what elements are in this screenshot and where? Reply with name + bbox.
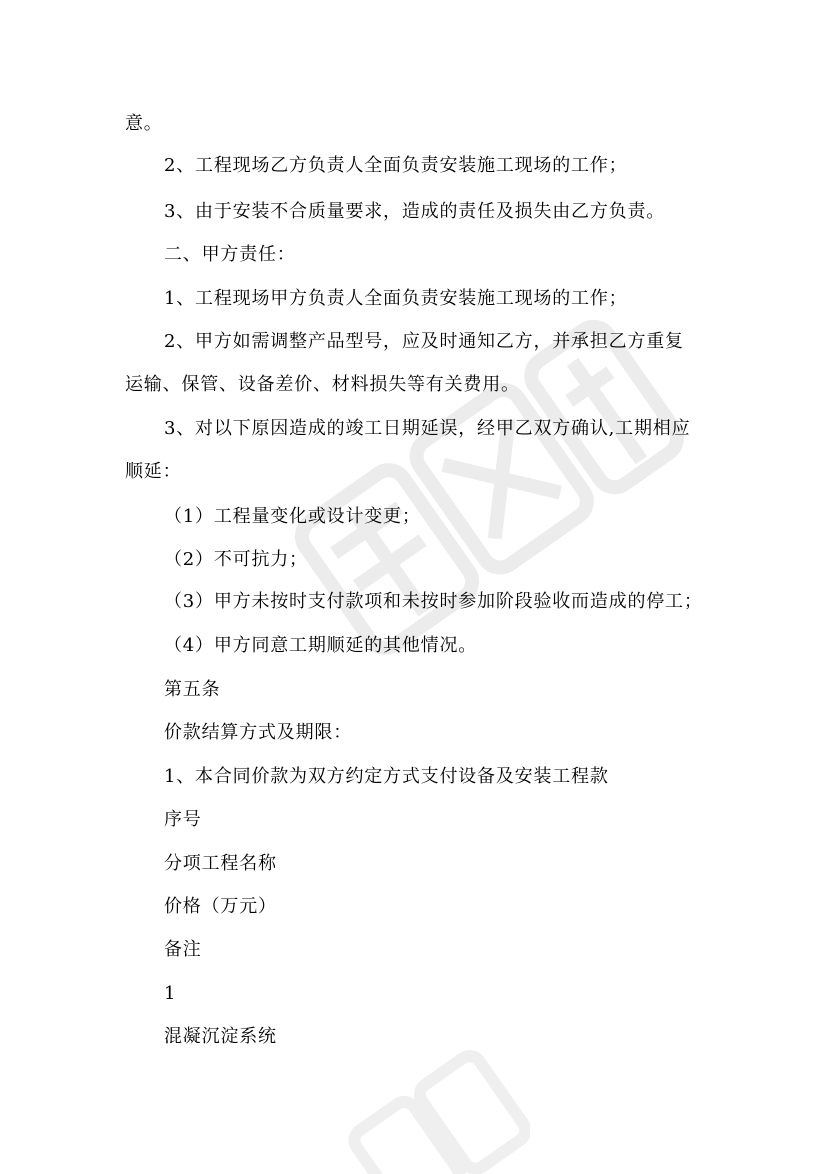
table-cell: 1 xyxy=(164,983,177,1004)
table-cell: 序号 xyxy=(164,809,202,830)
table-cell: 备注 xyxy=(164,939,202,960)
list-item: （3）甲方未按时支付款项和未按时参加阶段验收而造成的停工； xyxy=(164,591,703,612)
article-heading: 第五条 xyxy=(164,679,221,700)
table-cell: 混凝沉淀系统 xyxy=(164,1026,277,1047)
paragraph-line: 3、对以下原因造成的竣工日期延误，经甲乙双方确认,工期相应 xyxy=(164,418,691,439)
section-heading: 二、甲方责任： xyxy=(164,244,296,265)
table-cell: 价格（万元） xyxy=(164,896,277,917)
paragraph-line: 运输、保管、设备差价、材料损失等有关费用。 xyxy=(125,374,520,395)
list-item: （2）不可抗力； xyxy=(164,549,308,570)
list-item: （1）工程量变化或设计变更； xyxy=(164,506,421,527)
paragraph-line: 2、甲方如需调整产品型号，应及时通知乙方，并承担乙方重复 xyxy=(164,331,684,352)
paragraph-line: 2、工程现场乙方负责人全面负责安装施工现场的工作； xyxy=(164,155,628,176)
watermark-fragment-icon xyxy=(330,1030,530,1174)
paragraph-line: 顺延： xyxy=(125,461,182,482)
article-subheading: 价款结算方式及期限： xyxy=(164,722,352,743)
paragraph-line: 1、工程现场甲方负责人全面负责安装施工现场的工作； xyxy=(164,288,628,309)
paragraph-line: 3、由于安装不合质量要求，造成的责任及损失由乙方负责。 xyxy=(164,201,666,222)
paragraph-line: 1、本合同价款为双方约定方式支付设备及安装工程款 xyxy=(164,766,609,787)
list-item: （4）甲方同意工期顺延的其他情况。 xyxy=(164,635,478,656)
paragraph-line: 意。 xyxy=(125,113,163,134)
table-cell: 分项工程名称 xyxy=(164,853,277,874)
